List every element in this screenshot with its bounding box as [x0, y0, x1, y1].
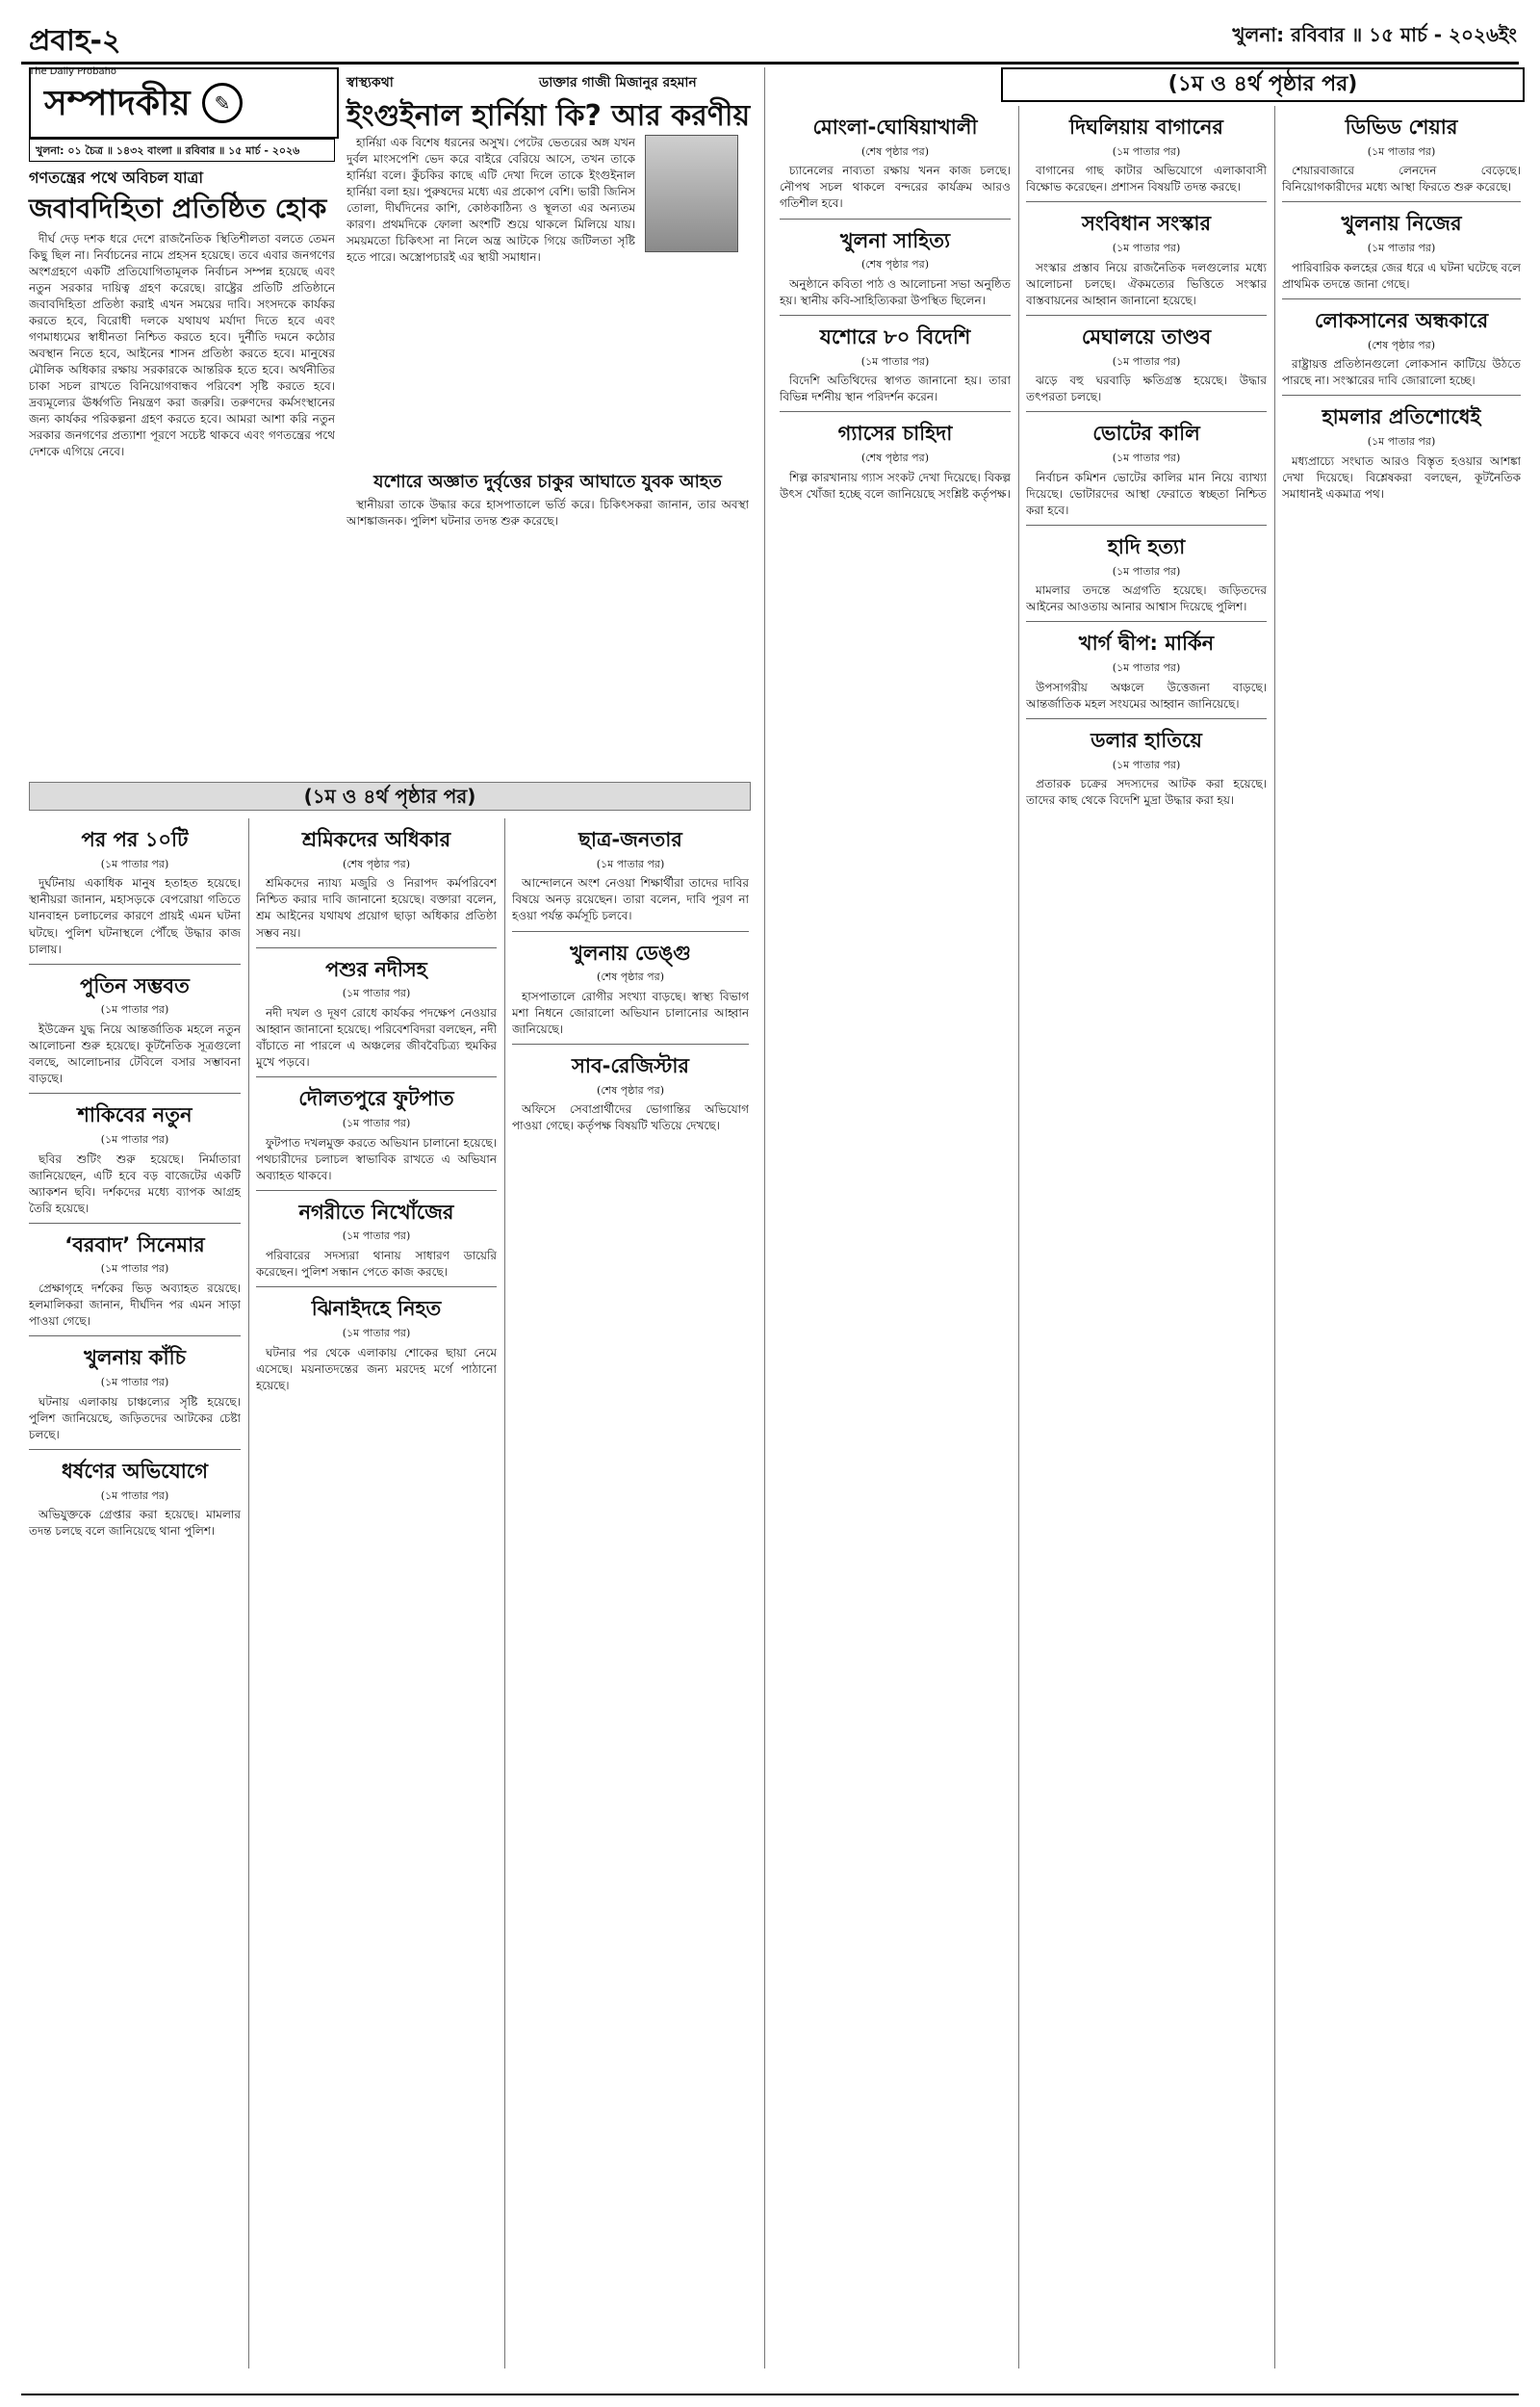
article-cont: (শেষ পৃষ্ঠার পর): [1367, 338, 1435, 351]
article-headline: দিঘলিয়ায় বাগানের: [1069, 116, 1223, 139]
article-body: স্থানীয়রা তাকে উদ্ধার করে হাসপাতালে ভর্তি করে। চিকিৎসকরা জানান, তার অবস্থা আশঙ্কাজনক। পুলিশ ঘটনার তদন্ত শুরু করেছে।: [346, 497, 749, 528]
health-headline: ইংগুইনাল হার্নিয়া কি? আর করণীয়: [346, 99, 751, 133]
column-5: [1026, 106, 1267, 2368]
article-body: ঘটনার পর থেকে এলাকায় শোকের ছায়া নেমে এসেছে। ময়নাতদন্তের জন্য মরদেহ মর্গে পাঠানো হয়েছে।: [256, 1345, 497, 1392]
article-headline: যশোরে অজ্ঞাত দুর্বৃত্তের চাকুর আঘাতে যুবক আহত: [373, 472, 722, 492]
article-headline: খুলনায় কাঁচি: [84, 1346, 186, 1370]
column-2: [256, 818, 497, 2368]
article-cont: (১ম পাতার পর): [1112, 661, 1181, 675]
article-cont: (১ম পাতার পর): [596, 857, 665, 870]
article-headline: ডলার হাতিয়ে: [1091, 728, 1202, 752]
article-cont: (১ম পাতার পর): [342, 987, 411, 1000]
article-headline: হামলার প্রতিশোধেই: [1322, 405, 1481, 429]
continued-band-left: (১ম ও ৪র্থ পৃষ্ঠার পর): [29, 782, 751, 811]
article-body: নদী দখল ও দূষণ রোধে কার্যকর পদক্ষেপ নেওয়ার আহ্বান জানানো হয়েছে। পরিবেশবিদরা বলছেন, নদী বাঁচাতে না পারলে এ অঞ্চলের জীববৈচিত্র্য হুমকির মুখে পড়বে।: [256, 1005, 497, 1070]
c1-block: [346, 462, 749, 780]
article-body: অফিসে সেবাপ্রার্থীদের ভোগান্তির অভিযোগ পাওয়া গেছে। কর্তৃপক্ষ বিষয়টি খতিয়ে দেখছে।: [512, 1102, 749, 1133]
author-photo: [645, 135, 738, 252]
article-body: নির্বাচন কমিশন ভোটের কালির মান নিয়ে ব্যাখ্যা দিয়েছে। ভোটারদের আস্থা ফেরাতে স্বচ্ছতা নিশ্চিত করা হবে।: [1026, 470, 1267, 517]
article-headline: ভোটের কালি: [1092, 422, 1200, 446]
article-headline: খুলনায় ডেঙ্গু: [570, 941, 691, 965]
article-headline: ধর্ষণের অভিযোগে: [61, 1459, 209, 1483]
article-headline: নগরীতে নিখোঁজের: [298, 1200, 454, 1224]
article-body: ছবির শুটিং শুরু হয়েছে। নির্মাতারা জানিয়েছেন, এটি হবে বড় বাজেটের একটি অ্যাকশন ছবি। দর্শকদের মধ্যে ব্যাপক আগ্রহ তৈরি হয়েছে।: [29, 1152, 241, 1215]
article-cont: (১ম পাতার পর): [1112, 354, 1181, 368]
article-headline: লোকসানের অন্ধকারে: [1314, 308, 1489, 332]
article-cont: (১ম পাতার পর): [860, 354, 930, 368]
article-headline: শাকিবের নতুন: [77, 1103, 192, 1127]
article-body: মধ্যপ্রাচ্যে সংঘাত আরও বিস্তৃত হওয়ার আশঙ্কা দেখা দিয়েছে। বিশ্লেষকরা বলছেন, কূটনৈতিক সমাধানই একমাত্র পথ।: [1282, 453, 1521, 501]
article-body: রাষ্ট্রায়ত্ত প্রতিষ্ঠানগুলো লোকসান কাটিয়ে উঠতে পারছে না। সংস্কারের দাবি জোরালো হচ্ছে।: [1282, 357, 1521, 388]
article-body: ফুটপাত দখলমুক্ত করতে অভিযান চালানো হয়েছে। পথচারীদের চলাচল স্বাভাবিক রাখতে এ অভিযান অব্যাহত থাকবে।: [256, 1135, 497, 1182]
article-body: সংস্কার প্রস্তাব নিয়ে রাজনৈতিক দলগুলোর মধ্যে আলোচনা চলছে। ঐকমত্যের ভিত্তিতে সংস্কার বাস্তবায়নের আহ্বান জানানো হয়েছে।: [1026, 260, 1267, 307]
article-headline: পর পর ১০টি: [81, 828, 189, 851]
article-cont: (১ম পাতার পর): [100, 857, 169, 870]
article-body: প্রতারক চক্রের সদস্যদের আটক করা হয়েছে। তাদের কাছ থেকে বিদেশি মুদ্রা উদ্ধার করা হয়।: [1026, 777, 1267, 808]
header-rule: [21, 62, 1519, 65]
article-cont: (১ম পাতার পর): [100, 1488, 169, 1502]
article-cont: (১ম পাতার পর): [342, 1229, 411, 1243]
article-body: পারিবারিক কলহের জের ধরে এ ঘটনা ঘটেছে বলে প্রাথমিক তদন্তে জানা গেছে।: [1282, 260, 1521, 291]
editorial-banner: [29, 67, 339, 139]
article-headline: পশুর নদীসহ: [325, 957, 427, 981]
article-body: অভিযুক্তকে গ্রেপ্তার করা হয়েছে। মামলার তদন্ত চলছে বলে জানিয়েছে থানা পুলিশ।: [29, 1508, 241, 1539]
article-body: হাসপাতালে রোগীর সংখ্যা বাড়ছে। স্বাস্থ্য বিভাগ মশা নিধনে জোরালো অভিযান চালানোর আহ্বান জানিয়েছে।: [512, 989, 749, 1036]
article-cont: (১ম পাতার পর): [1112, 144, 1181, 158]
column-3: [512, 818, 749, 2368]
article-headline: ডিভিড শেয়ার: [1345, 116, 1458, 139]
article-body: দুর্ঘটনায় একাধিক মানুষ হতাহত হয়েছে। স্থানীয়রা জানান, মহাসড়কে বেপরোয়া গতিতে যানবাহন চলাচলের কারণে প্রায়ই এমন ঘটনা ঘটছে। পুলিশ ঘটনাস্থলে পৌঁছে উদ্ধার কাজ চালায়।: [29, 876, 241, 956]
article-headline: খার্গ দ্বীপ: মার্কিন: [1078, 632, 1215, 656]
article-body: পরিবারের সদস্যরা থানায় সাধারণ ডায়েরি করেছেন। পুলিশ সন্ধান পেতে কাজ করছে।: [256, 1249, 497, 1280]
article-body: বিদেশি অতিথিদের স্বাগত জানানো হয়। তারা বিভিন্ন দর্শনীয় স্থান পরিদর্শন করেন।: [780, 374, 1011, 404]
health-tag: স্বাস্থ্যকথা: [346, 75, 394, 91]
continued-band-right: (১ম ও ৪র্থ পৃষ্ঠার পর): [1001, 67, 1525, 102]
article-body: শিল্প কারখানায় গ্যাস সংকট দেখা দিয়েছে। বিকল্প উৎস খোঁজা হচ্ছে বলে জানিয়েছে সংশ্লিষ্ট কর্তৃপক্ষ।: [780, 470, 1011, 501]
health-text: হার্নিয়া এক বিশেষ ধরনের অসুখ। পেটের ভেতরের অঙ্গ যখন দুর্বল মাংসপেশি ভেদ করে বাইরে বেরিয়ে আসে, তখন তাকে হার্নিয়া বলে। কুঁচকির কাছে এটি দেখা দিলে তাকে ইংগুইনাল হার্নিয়া বলা হয়। পুরুষদের মধ্যে এর প্রকোপ বেশি। ভারী জিনিস তোলা, দীর্ঘদিনের কাশি, কোষ্ঠকাঠিন্য ও স্থূলতা এর অন্যতম কারণ। প্রথমদিকে ফোলা অংশটি শুয়ে থাকলে মিলিয়ে যায়। সময়মতো চিকিৎসা না নিলে অন্ত্র আটকে গিয়ে জটিলতা সৃষ্টি হতে পারে। অস্ত্রোপচারই এর স্থায়ী সমাধান।: [346, 136, 635, 265]
editorial-subhead: গণতন্ত্রের পথে অবিচল যাত্রা: [29, 168, 204, 187]
article-body: চ্যানেলের নাব্যতা রক্ষায় খনন কাজ চলছে। নৌপথ সচল থাকলে বন্দরের কার্যক্রম আরও গতিশীল হবে।: [780, 164, 1011, 211]
article-headline: গ্যাসের চাহিদা: [837, 422, 953, 446]
article-body: শেয়ারবাজারে লেনদেন বেড়েছে। বিনিয়োগকারীদের মধ্যে আস্থা ফিরতে শুরু করেছে।: [1282, 164, 1521, 194]
article-body: উপসাগরীয় অঞ্চলে উত্তেজনা বাড়ছে। আন্তর্জাতিক মহল সংযমের আহ্বান জানিয়েছে।: [1026, 680, 1267, 711]
article-cont: (১ম পাতার পর): [1112, 452, 1181, 465]
article-cont: (১ম পাতার পর): [1112, 242, 1181, 255]
footer-rule: [21, 2394, 1519, 2395]
page-dateline: খুলনা: রবিবার ॥ ১৫ মার্চ - ২০২৬ইং: [1232, 23, 1517, 46]
article-body: মামলার তদন্তে অগ্রগতি হয়েছে। জড়িতদের আইনের আওতায় আনার আশ্বাস দিয়েছে পুলিশ।: [1026, 583, 1267, 614]
health-body: [346, 135, 635, 453]
editorial-title: সম্পাদকীয়: [44, 84, 191, 123]
logo-subtitle: The Daily Probaho: [29, 66, 117, 77]
article-body: প্রেক্ষাগৃহে দর্শকের ভিড় অব্যাহত রয়েছে। হলমালিকরা জানান, দীর্ঘদিন পর এমন সাড়া পাওয়া গেছে।: [29, 1281, 241, 1329]
article-headline: যশোরে ৮০ বিদেশি: [819, 325, 971, 349]
article-cont: (শেষ পৃষ্ঠার পর): [860, 452, 929, 465]
article-headline: মেঘালয়ে তাণ্ডব: [1081, 325, 1212, 349]
article-cont: (শেষ পৃষ্ঠার পর): [342, 857, 410, 870]
editorial-text: দীর্ঘ দেড় দশক ধরে দেশে রাজনৈতিক স্থিতিশীলতা বলতে তেমন কিছু ছিল না। নির্বাচনের নামে প্রহসন হয়েছে। তবে এবার জনগণের অংশগ্রহণে একটি প্রতিযোগিতামূলক নির্বাচন সম্পন্ন হয়েছে এবং নতুন সরকার দায়িত্ব গ্রহণ করেছে। রাষ্ট্রের প্রতিটি প্রতিষ্ঠানে জবাবদিহিতা প্রতিষ্ঠা করাই এখন সময়ের দাবি। সংসদকে কার্যকর করতে হবে, বিরোধী দলকে যথাযথ মর্যাদা দিতে হবে এবং গণমাধ্যমের স্বাধীনতা নিশ্চিত করতে হবে। দুর্নীতি দমনে কঠোর অবস্থান নিতে হবে, আইনের শাসন প্রতিষ্ঠা করতে হবে। মানুষের মৌলিক অধিকার রক্ষায় সরকারকে আন্তরিক হতে হবে। অর্থনীতির চাকা সচল রাখতে বিনিয়োগবান্ধব পরিবেশ সৃষ্টি করতে হবে। দ্রব্যমূল্যের ঊর্ধ্বগতি নিয়ন্ত্রণ করা জরুরি। তরুণদের কর্মসংস্থানের জন্য কার্যকর পরিকল্পনা গ্রহণ করতে হবে। আমরা আশা করি নতুন সরকার জনগণের প্রত্যাশা পূরণে সচেষ্ট থাকবে এবং গণতন্ত্রের পথে দেশকে এগিয়ে নেবে।: [29, 232, 335, 459]
article-cont: (১ম পাতার পর): [100, 1003, 169, 1017]
article-headline: খুলনা সাহিত্য: [839, 228, 951, 252]
article-body: অনুষ্ঠানে কবিতা পাঠ ও আলোচনা সভা অনুষ্ঠিত হয়। স্থানীয় কবি-সাহিত্যিকরা উপস্থিত ছিলেন।: [780, 276, 1011, 307]
article-body: বাগানের গাছ কাটার অভিযোগে এলাকাবাসী বিক্ষোভ করেছেন। প্রশাসন বিষয়টি তদন্ত করছে।: [1026, 164, 1267, 194]
article-cont: (১ম পাতার পর): [1112, 564, 1181, 578]
article-headline: সাব-রেজিস্টার: [572, 1054, 689, 1078]
editorial-dateline: খুলনা: ০১ চৈত্র ॥ ১৪৩২ বাংলা ॥ রবিবার ॥ ১৫ মার্চ - ২০২৬: [29, 139, 335, 162]
article-headline: ঝিনাইদহে নিহত: [311, 1297, 442, 1321]
health-author: ডাক্তার গাজী মিজানুর রহমান: [539, 75, 697, 91]
article-cont: (শেষ পৃষ্ঠার পর): [596, 1083, 664, 1097]
article-cont: (১ম পাতার পর): [100, 1262, 169, 1276]
pen-icon: ✎: [202, 83, 243, 123]
article-body: ইউক্রেন যুদ্ধ নিয়ে আন্তর্জাতিক মহলে নতুন আলোচনা শুরু হয়েছে। কূটনৈতিক সূত্রগুলো বলছে, আলোচনার টেবিলে বসার সম্ভাবনা বাড়ছে।: [29, 1022, 241, 1086]
column-6: [1282, 106, 1521, 2368]
article-cont: (১ম পাতার পর): [100, 1376, 169, 1388]
article-headline: শ্রমিকদের অধিকার: [301, 828, 451, 851]
column-4: [780, 106, 1011, 2368]
article-headline: ছাত্র-জনতার: [578, 828, 682, 851]
article-body: শ্রমিকদের ন্যায্য মজুরি ও নিরাপদ কর্মপরিবেশ নিশ্চিত করার দাবি জানানো হয়েছে। বক্তারা বলেন, শ্রম আইনের যথাযথ প্রয়োগ ছাড়া অধিকার প্রতিষ্ঠা সম্ভব নয়।: [256, 876, 497, 940]
column-1: [29, 818, 241, 2368]
article-cont: (১ম পাতার পর): [1367, 144, 1436, 158]
article-cont: (১ম পাতার পর): [342, 1326, 411, 1339]
editorial-headline: জবাবদিহিতা প্রতিষ্ঠিত হোক: [29, 193, 327, 224]
article-cont: (১ম পাতার পর): [342, 1116, 411, 1129]
article-headline: পুতিন সম্ভবত: [80, 973, 190, 997]
article-headline: দৌলতপুরে ফুটপাত: [298, 1087, 454, 1111]
article-cont: (১ম পাতার পর): [1112, 758, 1181, 771]
article-cont: (শেষ পৃষ্ঠার পর): [860, 144, 929, 158]
article-headline: মোংলা-ঘোষিয়াখালী: [812, 116, 978, 139]
article-body: ঝড়ে বহু ঘরবাড়ি ক্ষতিগ্রস্ত হয়েছে। উদ্ধার তৎপরতা চলছে।: [1026, 374, 1267, 404]
logo-text: প্রবাহ-২: [29, 24, 121, 58]
article-cont: (শেষ পৃষ্ঠার পর): [860, 258, 929, 272]
article-headline: ‘বরবাদ’ সিনেমার: [64, 1232, 205, 1256]
article-cont: (১ম পাতার পর): [100, 1132, 169, 1146]
article-body: ঘটনায় এলাকায় চাঞ্চল্যের সৃষ্টি হয়েছে। পুলিশ জানিয়েছে, জড়িতদের আটকের চেষ্টা চলছে।: [29, 1394, 241, 1441]
article-headline: হাদি হত্যা: [1107, 535, 1186, 558]
article-headline: খুলনায় নিজের: [1341, 212, 1462, 236]
editorial-body: [29, 231, 335, 770]
article-cont: (১ম পাতার পর): [1367, 242, 1436, 255]
article-headline: সংবিধান সংস্কার: [1082, 212, 1211, 236]
article-body: আন্দোলনে অংশ নেওয়া শিক্ষার্থীরা তাদের দাবির বিষয়ে অনড় রয়েছেন। তারা বলেন, দাবি পূরণ না হওয়া পর্যন্ত কর্মসূচি চলবে।: [512, 876, 749, 923]
article-cont: (১ম পাতার পর): [1367, 435, 1436, 449]
article-cont: (শেষ পৃষ্ঠার পর): [596, 971, 664, 984]
